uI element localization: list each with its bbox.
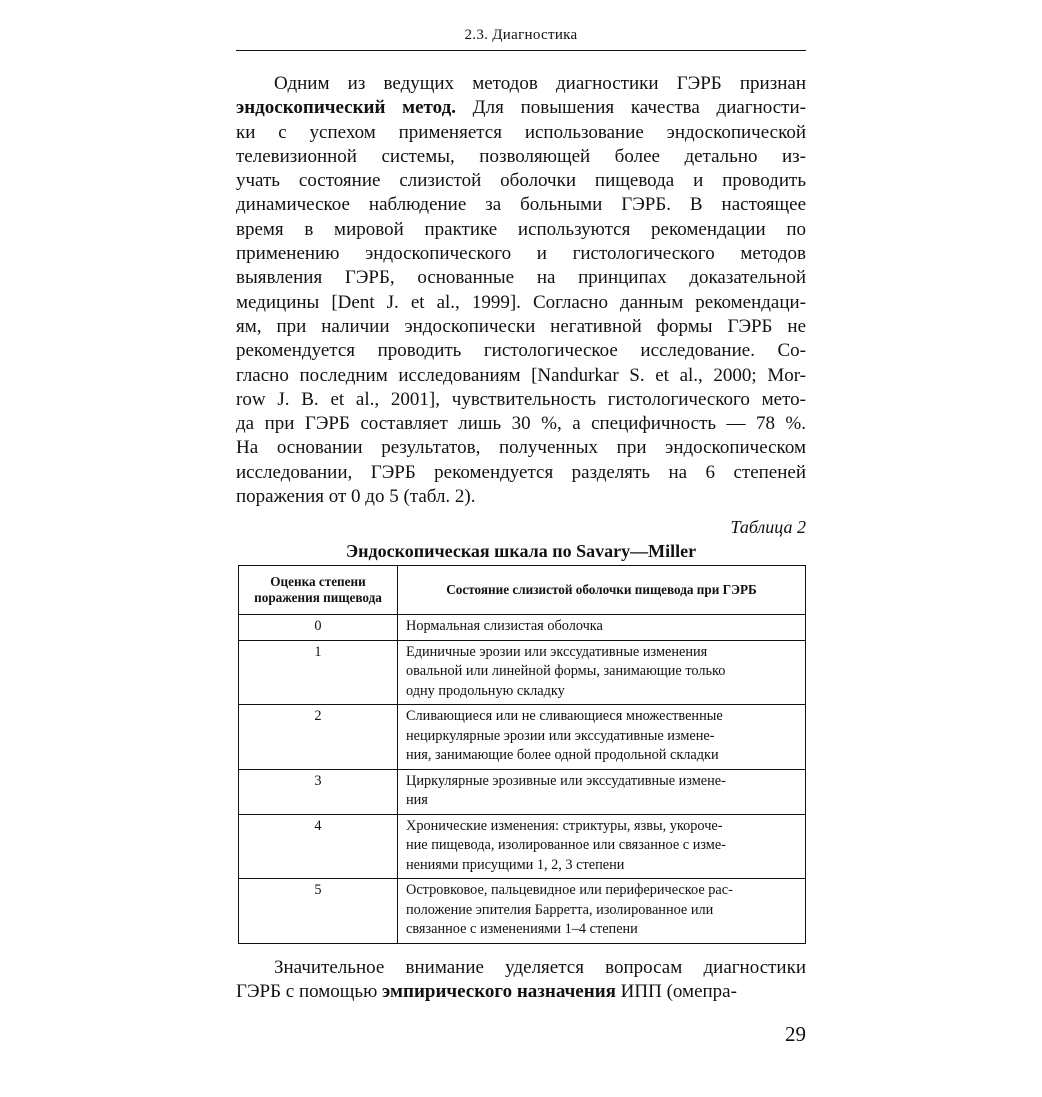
text-line <box>236 266 806 290</box>
text-run: Значительное внимание уделяется вопросам диагностики <box>274 957 806 978</box>
description-line: овальной или линейной формы, занимающие только <box>406 663 726 679</box>
header-text: поражения пищевода <box>254 590 382 605</box>
grade-cell: 1 <box>239 640 398 705</box>
description-cell <box>398 705 806 770</box>
table-caption: Таблица 2 <box>730 517 806 537</box>
text-run: выявления ГЭРБ, основанные на принципах доказательной <box>236 267 806 289</box>
text-run: время в мировой практике используются рекомендации по <box>236 218 806 240</box>
text-run: медицины [Dent J. et al., 1999]. Согласно данным рекомендаци- <box>236 291 806 313</box>
description-line: Сливающиеся или не сливающиеся множественные <box>406 708 723 724</box>
text-run: ям, при наличии эндоскопически негативной формы ГЭРБ не <box>236 315 806 337</box>
text-line <box>236 218 806 242</box>
text-run: исследовании, ГЭРБ рекомендуется разделять на 6 степеней <box>236 461 806 483</box>
text-run: row J. B. et al., 2001], чувствительность гистологического мето- <box>236 388 806 410</box>
description-cell <box>398 640 806 705</box>
description-line: ния <box>406 792 428 808</box>
text-line <box>236 980 806 1004</box>
section-title: 2.3. Диагностика <box>464 27 578 43</box>
description-line: Единичные эрозии или экссудативные изменения <box>406 643 708 660</box>
text-line <box>236 315 806 339</box>
column-header-grade <box>239 566 398 615</box>
table-row <box>239 705 806 770</box>
text-line <box>236 436 806 460</box>
text-line <box>236 461 806 485</box>
description-line: связанное с изменениями 1–4 степени <box>406 921 638 937</box>
header-text: Оценка степени <box>270 574 366 589</box>
text-line <box>236 388 806 412</box>
description-cell <box>398 814 806 879</box>
text-line <box>236 145 806 169</box>
text-run: учать состояние слизистой оболочки пищевода и проводить <box>236 170 806 192</box>
text-run: ГЭРБ с помощью <box>236 981 383 1003</box>
text-line <box>236 339 806 363</box>
bold-term: эмпирического назначения <box>382 981 616 1003</box>
text-line <box>236 956 806 980</box>
text-run: поражения от 0 до 5 (табл. 2). <box>236 486 476 508</box>
description-line: положение эпителия Барретта, изолированное или <box>406 901 714 918</box>
description-cell <box>398 879 806 944</box>
table-row <box>239 615 806 641</box>
text-run: телевизионной системы, позволяющей более детально из- <box>236 145 806 167</box>
text-run: На основании результатов, полученных при эндоскопическом <box>236 437 806 459</box>
grade-cell: 2 <box>239 705 398 770</box>
body-paragraph-2 <box>236 956 806 1005</box>
text-run: да при ГЭРБ составляет лишь 30 %, а специфичность — 78 %. <box>236 413 806 435</box>
table-row <box>239 879 806 944</box>
grade-cell: 3 <box>239 769 398 814</box>
page-number: 29 <box>785 1022 806 1046</box>
text-line <box>236 242 806 266</box>
text-run: динамическое наблюдение за больными ГЭРБ. В настоящее <box>236 194 806 216</box>
grade-cell: 4 <box>239 814 398 879</box>
grade-cell: 5 <box>239 879 398 944</box>
description-line: Циркулярные эрозивные или экссудативные измене- <box>406 772 726 789</box>
table-row <box>239 814 806 879</box>
text-line <box>236 96 806 120</box>
description-cell <box>398 769 806 814</box>
text-line <box>236 169 806 193</box>
text-line <box>236 291 806 315</box>
text-line <box>236 193 806 217</box>
description-cell <box>398 615 806 641</box>
table-header-row <box>239 566 806 615</box>
header-text: Состояние слизистой оболочки пищевода при ГЭРБ <box>446 582 757 597</box>
text-line <box>236 72 806 96</box>
text-run: применению эндоскопического и гистологического методов <box>236 243 806 265</box>
description-line: ние пищевода, изолированное или связанное с изме- <box>406 837 726 853</box>
description-line: ния, занимающие более одной продольной складки <box>406 747 719 763</box>
description-line: Хронические изменения: стриктуры, язвы, укороче- <box>406 817 723 834</box>
table-row <box>239 769 806 814</box>
text-line <box>236 121 806 145</box>
savary-miller-table <box>238 565 806 944</box>
table-title: Эндоскопическая шкала по Savary—Miller <box>345 541 697 561</box>
description-line: Нормальная слизистая оболочка <box>406 618 603 634</box>
description-line: нециркулярные эрозии или экссудативные измене- <box>406 727 715 744</box>
description-line: нениями присущими 1, 2, 3 степени <box>406 856 625 873</box>
text-line <box>236 364 806 388</box>
text-run: ки с успехом применяется использование эндоскопической <box>236 121 806 143</box>
text-line <box>236 485 806 509</box>
running-header <box>236 24 806 51</box>
description-line: одну продольную складку <box>406 682 565 699</box>
text-run: гласно последним исследованиям [Nandurkar S. et al., 2000; Mor- <box>236 364 806 386</box>
grade-cell: 0 <box>239 615 398 641</box>
text-run: Для повышения качества диагности- <box>455 97 806 119</box>
text-run: ИПП (омепра- <box>615 981 737 1003</box>
text-run: рекомендуется проводить гистологическое исследование. Со- <box>236 340 806 362</box>
column-header-description <box>398 566 806 615</box>
table-row <box>239 640 806 705</box>
body-paragraph-1 <box>236 72 806 509</box>
bold-term: эндоскопический метод. <box>236 97 456 119</box>
text-line <box>236 412 806 436</box>
description-line: Островковое, пальцевидное или периферическое рас- <box>406 882 733 898</box>
text-run: Одним из ведущих методов диагностики ГЭРБ признан <box>274 73 806 94</box>
